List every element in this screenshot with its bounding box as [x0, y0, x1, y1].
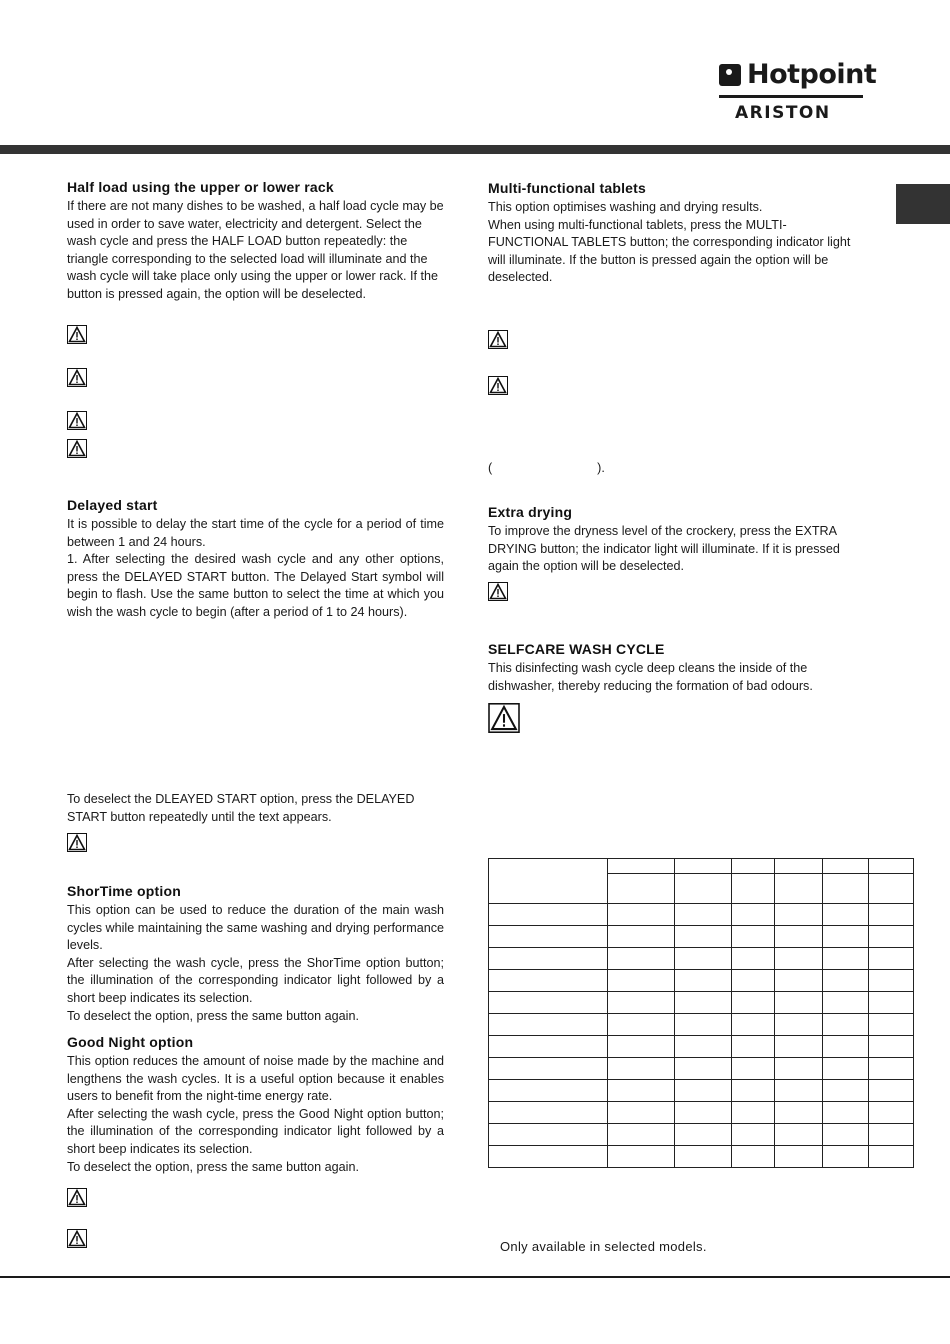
table-cell	[608, 1080, 675, 1102]
table-cell	[489, 1146, 608, 1168]
table-cell	[869, 859, 914, 874]
table-cell	[869, 904, 914, 926]
table-cell	[675, 874, 732, 904]
logo-mark-icon	[719, 64, 741, 86]
footer-rule	[0, 1276, 950, 1278]
shortime-text-2: After selecting the wash cycle, press the ShorTime option button; the illumination of the corresponding indicator light followed by a short beep indicates its selection.	[67, 955, 444, 1005]
table-cell	[823, 1058, 869, 1080]
table-cell	[489, 859, 608, 904]
table-cell	[732, 1058, 775, 1080]
table-cell	[869, 970, 914, 992]
table-cell	[732, 904, 775, 926]
table-row	[489, 970, 914, 992]
table-cell	[869, 1014, 914, 1036]
table-cell	[608, 948, 675, 970]
table-cell	[489, 904, 608, 926]
table-cell	[775, 1124, 823, 1146]
table-cell	[732, 1102, 775, 1124]
table-cell	[823, 970, 869, 992]
table-cell	[732, 1014, 775, 1036]
table-cell	[608, 1036, 675, 1058]
table-cell	[675, 1124, 732, 1146]
warning-triangle-icon	[488, 376, 508, 395]
table-cell	[489, 1058, 608, 1080]
table-cell	[608, 926, 675, 948]
table-cell	[732, 859, 775, 874]
table-cell	[775, 948, 823, 970]
warning-triangle-icon	[488, 582, 508, 601]
table-cell	[675, 1036, 732, 1058]
table-cell	[775, 1014, 823, 1036]
table-cell	[869, 874, 914, 904]
selfcare-heading: SELFCARE WASH CYCLE	[488, 641, 665, 657]
table-row	[489, 1080, 914, 1102]
multi-tablets-paren	[488, 460, 860, 478]
table-cell	[608, 970, 675, 992]
table-row	[489, 1146, 914, 1168]
table-row	[489, 1058, 914, 1080]
table-cell	[675, 904, 732, 926]
table-cell	[732, 1036, 775, 1058]
table-cell	[823, 1080, 869, 1102]
half-load-heading: Half load using the upper or lower rack	[67, 179, 334, 195]
table-cell	[608, 1014, 675, 1036]
table-cell	[775, 1102, 823, 1124]
table-row	[489, 948, 914, 970]
language-tab	[896, 184, 950, 224]
table-cell	[608, 859, 675, 874]
warning-triangle-icon	[488, 330, 508, 349]
table-cell	[675, 948, 732, 970]
table-cell	[775, 926, 823, 948]
table-cell	[823, 1124, 869, 1146]
table-header-row	[489, 859, 914, 874]
table-cell	[775, 874, 823, 904]
table-cell	[869, 1102, 914, 1124]
selfcare-section	[488, 641, 860, 695]
table-row	[489, 926, 914, 948]
multi-tablets-text-1: This option optimises washing and drying results.	[488, 200, 763, 214]
table-cell	[489, 926, 608, 948]
table-cell	[675, 1102, 732, 1124]
multi-tablets-paren-text: ( ).	[488, 461, 605, 475]
delayed-start-heading: Delayed start	[67, 497, 158, 513]
shortime-text-1: This option can be used to reduce the duration of the main wash cycles while maintaining the same washing and drying performance levels.	[67, 903, 444, 953]
extra-drying-heading: Extra drying	[488, 504, 573, 520]
table-cell	[869, 1080, 914, 1102]
table-cell	[823, 992, 869, 1014]
table-cell	[732, 948, 775, 970]
table-cell	[775, 1058, 823, 1080]
multi-tablets-text-2: When using multi-functional tablets, press the MULTI-FUNCTIONAL TABLETS button; the corresponding indicator light will illuminate. If the button is pressed again the option will be deselected.	[488, 217, 851, 285]
logo-sub-brand: ARISTON	[735, 103, 831, 123]
table-cell	[489, 1080, 608, 1102]
table-cell	[869, 948, 914, 970]
table-cell	[489, 1014, 608, 1036]
logo-divider	[719, 95, 863, 98]
warning-triangle-icon	[67, 1188, 87, 1207]
table-cell	[823, 1102, 869, 1124]
table-cell	[775, 1036, 823, 1058]
multi-tablets-section	[488, 180, 860, 287]
table-cell	[869, 1058, 914, 1080]
logo-brand-name: Hotpoint	[747, 59, 877, 90]
table-cell	[732, 992, 775, 1014]
table-cell	[675, 970, 732, 992]
table-cell	[675, 1146, 732, 1168]
table-cell	[608, 1058, 675, 1080]
table-row	[489, 1036, 914, 1058]
table-cell	[869, 926, 914, 948]
table-cell	[823, 1036, 869, 1058]
table-cell	[608, 1124, 675, 1146]
table-cell	[823, 904, 869, 926]
table-cell	[775, 970, 823, 992]
table-cell	[675, 1058, 732, 1080]
table-cell	[869, 1124, 914, 1146]
table-cell	[675, 1014, 732, 1036]
table-cell	[732, 1080, 775, 1102]
table-row	[489, 1124, 914, 1146]
good-night-heading: Good Night option	[67, 1034, 194, 1050]
warning-triangle-icon	[67, 439, 87, 458]
extra-drying-section	[488, 504, 860, 576]
table-cell	[489, 1036, 608, 1058]
table-cell	[489, 1124, 608, 1146]
table-cell	[675, 859, 732, 874]
warning-triangle-icon	[67, 1229, 87, 1248]
warning-triangle-icon	[67, 325, 87, 344]
table-cell	[775, 859, 823, 874]
extra-drying-text: To improve the dryness level of the crockery, press the EXTRA DRYING button; the indicator light will illuminate. If it is pressed again the option will be deselected.	[488, 524, 840, 574]
good-night-text-3: To deselect the option, press the same button again.	[67, 1159, 359, 1174]
table-cell	[489, 948, 608, 970]
table-cell	[732, 1124, 775, 1146]
table-row	[489, 1014, 914, 1036]
table-cell	[489, 1102, 608, 1124]
good-night-text-1: This option reduces the amount of noise made by the machine and lengthens the wash cycles. It is a useful option because it enables users to benefit from the night-time energy rate.	[67, 1054, 444, 1104]
table-row	[489, 992, 914, 1014]
multi-tablets-heading: Multi-functional tablets	[488, 180, 647, 196]
table-cell	[869, 992, 914, 1014]
table-cell	[869, 1036, 914, 1058]
table-cell	[732, 1146, 775, 1168]
good-night-text-2: After selecting the wash cycle, press the Good Night option button; the illumination of the corresponding indicator light followed by a short beep indicates its selection.	[67, 1106, 444, 1156]
table-cell	[823, 1014, 869, 1036]
table-cell	[608, 874, 675, 904]
table-cell	[732, 970, 775, 992]
half-load-text: If there are not many dishes to be washed, a half load cycle may be used in order to save water, electricity and detergent. Select the wash cycle and press the HALF LOAD button repeatedly: the triangle corresponding to the selected load will illuminate and the wash cycle will take place only using the upper or lower rack. If the button is pressed again, the option will be deselected.	[67, 199, 444, 301]
table-cell	[823, 926, 869, 948]
table-cell	[775, 1146, 823, 1168]
table-cell	[823, 874, 869, 904]
table-cell	[608, 1146, 675, 1168]
table-cell	[489, 970, 608, 992]
half-load-section	[67, 179, 444, 304]
table-cell	[675, 992, 732, 1014]
table-cell	[823, 948, 869, 970]
table-row	[489, 904, 914, 926]
shortime-text-3: To deselect the option, press the same button again.	[67, 1008, 359, 1023]
warning-triangle-icon	[488, 703, 520, 733]
table-cell	[869, 1146, 914, 1168]
options-table	[488, 858, 914, 1168]
warning-triangle-icon	[67, 368, 87, 387]
footnote: Only available in selected models.	[500, 1239, 707, 1254]
shortime-section	[67, 883, 444, 1025]
table-cell	[775, 904, 823, 926]
table-cell	[608, 992, 675, 1014]
delayed-start-deselect	[67, 791, 444, 826]
table-cell	[775, 1080, 823, 1102]
table-cell	[775, 992, 823, 1014]
warning-triangle-icon	[67, 411, 87, 430]
table-cell	[608, 1102, 675, 1124]
warning-triangle-icon	[67, 833, 87, 852]
table-cell	[823, 859, 869, 874]
delayed-start-text-1: It is possible to delay the start time of the cycle for a period of time between 1 and 24 hours.	[67, 517, 444, 549]
good-night-section	[67, 1034, 444, 1176]
table-cell	[675, 926, 732, 948]
table-cell	[732, 874, 775, 904]
shortime-heading: ShorTime option	[67, 883, 181, 899]
table-cell	[732, 926, 775, 948]
delayed-start-deselect-text: To deselect the DLEAYED START option, press the DELAYED START button repeatedly until the text appears.	[67, 792, 415, 824]
delayed-start-section	[67, 497, 444, 622]
selfcare-text: This disinfecting wash cycle deep cleans the inside of the dishwasher, thereby reducing the formation of bad odours.	[488, 661, 813, 693]
hotpoint-ariston-logo	[719, 59, 877, 123]
table-row	[489, 1102, 914, 1124]
table-cell	[675, 1080, 732, 1102]
delayed-start-text-2: 1. After selecting the desired wash cycle and any other options, press the DELAYED START button. The Delayed Start symbol will begin to flash. Use the same button to select the time at which you wish the wash cycle to begin (after a period of 1 to 24 hours).	[67, 552, 444, 619]
header-bar	[0, 145, 950, 154]
table-cell	[489, 992, 608, 1014]
table-cell	[823, 1146, 869, 1168]
table-cell	[608, 904, 675, 926]
